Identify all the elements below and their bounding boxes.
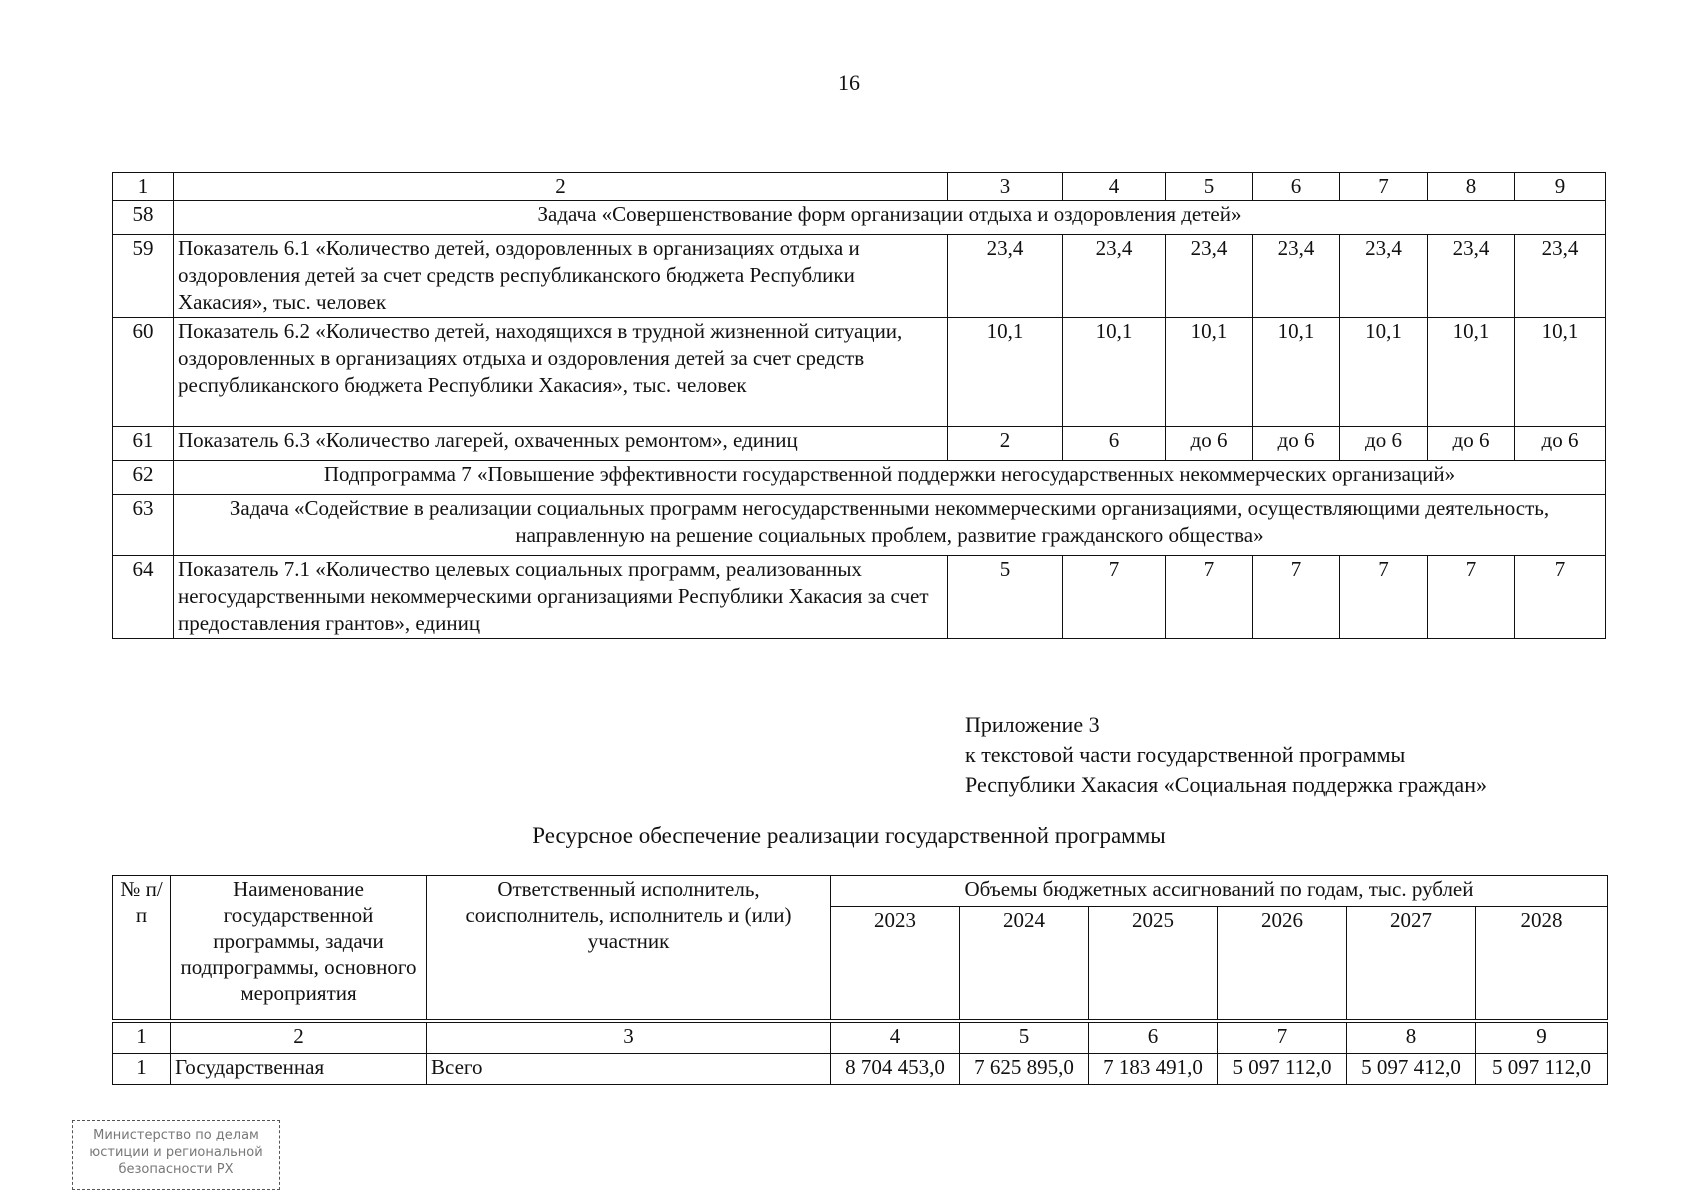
resource-index-row — [113, 1023, 1608, 1054]
indicator-value: 23,4 — [948, 235, 1063, 318]
appendix-line: Республики Хакасия «Социальная поддержка граждан» — [965, 772, 1487, 797]
indicator-value: до 6 — [1428, 427, 1515, 461]
table-row — [113, 556, 1606, 639]
section-title: Задача «Совершенствование форм организации отдыха и оздоровления детей» — [174, 201, 1606, 235]
indicators-table — [112, 172, 1606, 639]
stamp-line: юстиции и региональной — [89, 1145, 263, 1160]
column-number-cell: 4 — [1063, 173, 1166, 201]
column-number-cell: 5 — [960, 1023, 1089, 1054]
appendix-caption — [965, 710, 1487, 800]
header-col-volumes: Объемы бюджетных ассигнований по годам, тыс. рублей — [831, 876, 1608, 907]
column-number-cell: 1 — [113, 173, 174, 201]
indicator-value: 2 — [948, 427, 1063, 461]
column-number-cell: 8 — [1347, 1023, 1476, 1054]
indicator-label: Показатель 7.1 «Количество целевых социальных программ, реализованных негосударственными некоммерческими организациями Республики Хакасия за счет предоставления грантов», единиц — [174, 556, 948, 639]
indicator-value: 7 — [1515, 556, 1606, 639]
indicators-table-body — [113, 173, 1606, 639]
column-number-cell: 2 — [171, 1023, 427, 1054]
indicator-value: 7 — [1340, 556, 1428, 639]
indicator-label: Показатель 6.2 «Количество детей, находящихся в трудной жизненной ситуации, оздоровленных в организациях отдыха и оздоровления детей за счет средств республиканского бюджета Республики Хакасия», тыс. человек — [174, 318, 948, 427]
year-header: 2027 — [1347, 907, 1476, 1020]
indicator-value: 10,1 — [948, 318, 1063, 427]
budget-value: 7 625 895,0 — [960, 1054, 1089, 1085]
indicator-value: 10,1 — [1166, 318, 1253, 427]
indicator-value: 7 — [1063, 556, 1166, 639]
header-col-name: Наименование государственной программы, задачи подпрограммы, основного мероприятия — [171, 876, 427, 1020]
stamp-line: Министерство по делам — [93, 1128, 259, 1143]
table-row — [113, 318, 1606, 427]
indicator-value: 6 — [1063, 427, 1166, 461]
row-number: 63 — [113, 495, 174, 556]
indicator-value: 10,1 — [1515, 318, 1606, 427]
table-header-row — [113, 173, 1606, 201]
budget-value: 5 097 112,0 — [1476, 1054, 1608, 1085]
indicator-value: 23,4 — [1253, 235, 1340, 318]
resource-title: Ресурсное обеспечение реализации государственной программы — [532, 823, 1166, 848]
row-number: 60 — [113, 318, 174, 427]
indicator-value: 23,4 — [1063, 235, 1166, 318]
appendix-line: Приложение 3 — [965, 712, 1100, 737]
column-number-cell: 6 — [1089, 1023, 1218, 1054]
year-header: 2025 — [1089, 907, 1218, 1020]
column-number-cell: 6 — [1253, 173, 1340, 201]
column-number-cell: 4 — [831, 1023, 960, 1054]
budget-value: 8 704 453,0 — [831, 1054, 960, 1085]
budget-value: 5 097 412,0 — [1347, 1054, 1476, 1085]
indicator-value: до 6 — [1166, 427, 1253, 461]
stamp-line: безопасности РХ — [118, 1162, 234, 1177]
indicator-value: до 6 — [1515, 427, 1606, 461]
table-row — [113, 201, 1606, 235]
indicator-value: 23,4 — [1515, 235, 1606, 318]
indicator-value: 23,4 — [1428, 235, 1515, 318]
table-row — [113, 495, 1606, 556]
column-number-cell: 1 — [113, 1023, 171, 1054]
row-number: 59 — [113, 235, 174, 318]
indicator-value: 10,1 — [1428, 318, 1515, 427]
column-number-cell: 3 — [948, 173, 1063, 201]
column-number-cell: 2 — [174, 173, 948, 201]
indicator-value: 10,1 — [1253, 318, 1340, 427]
indicator-label: Показатель 6.1 «Количество детей, оздоровленных в организациях отдыха и оздоровления детей за счет средств республиканского бюджета Республики Хакасия», тыс. человек — [174, 235, 948, 318]
year-header: 2028 — [1476, 907, 1608, 1020]
resource-table — [112, 875, 1608, 1085]
indicator-value: 7 — [1166, 556, 1253, 639]
budget-value: 5 097 112,0 — [1218, 1054, 1347, 1085]
resource-header-row — [113, 876, 1608, 907]
indicator-value: 10,1 — [1340, 318, 1428, 427]
section-title: Подпрограмма 7 «Повышение эффективности государственной поддержки негосударственных некоммерческих организаций» — [174, 461, 1606, 495]
header-col-exec: Ответственный исполнитель, соисполнитель, исполнитель и (или) участник — [427, 876, 831, 1020]
column-number-cell: 9 — [1515, 173, 1606, 201]
row-number: 62 — [113, 461, 174, 495]
program-name: Государственная — [171, 1054, 427, 1085]
header-col-num: № п/п — [113, 876, 171, 1020]
table-row — [113, 461, 1606, 495]
row-number: 58 — [113, 201, 174, 235]
indicator-value: 5 — [948, 556, 1063, 639]
indicator-value: 10,1 — [1063, 318, 1166, 427]
column-number-cell: 9 — [1476, 1023, 1608, 1054]
column-number-cell: 5 — [1166, 173, 1253, 201]
table-row — [113, 427, 1606, 461]
indicator-value: 7 — [1428, 556, 1515, 639]
section-title: Задача «Содействие в реализации социальных программ негосударственными некоммерческими организациями, осуществляющими деятельность, направленную на решение социальных проблем, развитие гражданского общества» — [174, 495, 1606, 556]
year-header: 2023 — [831, 907, 960, 1020]
executor: Всего — [427, 1054, 831, 1085]
indicator-value: 23,4 — [1340, 235, 1428, 318]
page-number: 16 — [838, 70, 860, 95]
indicator-value: 23,4 — [1166, 235, 1253, 318]
row-number: 61 — [113, 427, 174, 461]
row-number: 64 — [113, 556, 174, 639]
budget-value: 7 183 491,0 — [1089, 1054, 1218, 1085]
column-number-cell: 3 — [427, 1023, 831, 1054]
row-number: 1 — [113, 1054, 171, 1085]
column-number-cell: 8 — [1428, 173, 1515, 201]
year-header: 2024 — [960, 907, 1089, 1020]
indicator-value: до 6 — [1253, 427, 1340, 461]
resource-table-body — [113, 876, 1608, 1085]
indicator-label: Показатель 6.3 «Количество лагерей, охваченных ремонтом», единиц — [174, 427, 948, 461]
registration-stamp — [72, 1120, 280, 1190]
appendix-line: к текстовой части государственной программы — [965, 742, 1406, 767]
table-row — [113, 235, 1606, 318]
indicator-value: до 6 — [1340, 427, 1428, 461]
year-header: 2026 — [1218, 907, 1347, 1020]
column-number-cell: 7 — [1218, 1023, 1347, 1054]
indicator-value: 7 — [1253, 556, 1340, 639]
column-number-cell: 7 — [1340, 173, 1428, 201]
table-row — [113, 1054, 1608, 1085]
